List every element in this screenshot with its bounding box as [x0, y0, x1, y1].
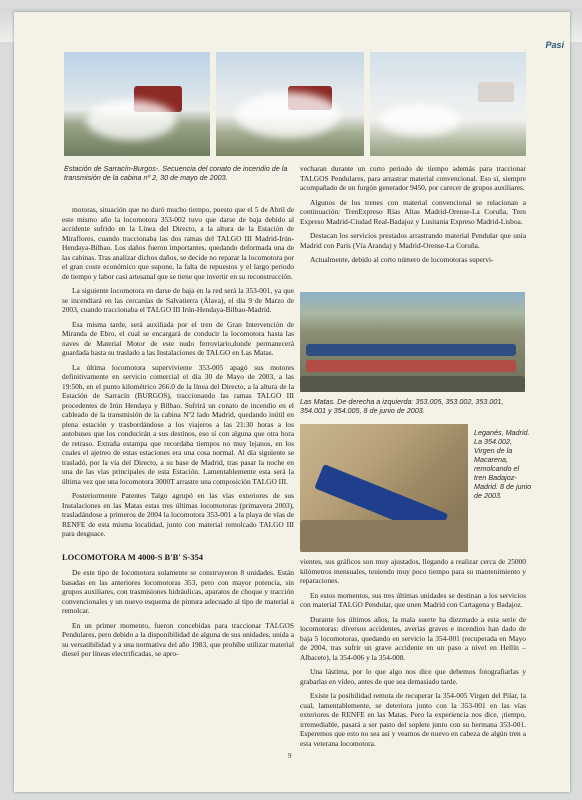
photo-smoke-sequence-2: [216, 52, 364, 156]
paragraph: motoras, situación que no duró mucho tiempo, puesto que el 5 de Abril de este mismo año la locomotora 353-002 tuvo que darse de baja debido al accidente sufrido en la Línea del Directo, a la altura de la Estación de Miraflores, cuando traccionaba las dos ramas del TALGO III Madrid-Irún-Hendaya-Bilbao. Los daños fueron importantes, quedando deformada una de las cabinas. Tras analizar dichos daños, se decide no reparar la locomotora por el gran coste económico que supone, la falta de repuestos y el largo periodo de tiempo y labor casi artesanal que se tiene que invertir en su reconstrucción.: [62, 205, 294, 281]
paragraph: Posteriormente Patentes Talgo agrupó en las vías exteriores de sus Instalaciones en las Matas estas tres últimas locomotoras (primavera 2003), trasladándose a primeros de 2004 la locomotora 353-001 a la playa de vías de RENFE de esta misma localidad, junto con material remolcado TALGO III para desguace.: [62, 491, 294, 538]
caption-top-photos: Estación de Sarracín-Burgos-. Secuencia del conato de incendio de la transmisión de la cabina nº 2, 30 de mayo de 2003.: [64, 164, 288, 182]
page-number: 9: [288, 752, 292, 760]
smoke-cloud: [236, 92, 340, 138]
magazine-logo: Pasi: [545, 40, 564, 50]
paragraph: Algunos de los trenes con material convencional se relacionan a continuación: TrenExpreso Rías Altas Madrid-Orense-La Coruña, Tren Expreso Madrid-Ciudad Real-Badajoz y Lusitania Expreso Madrid-Lisboa.: [300, 197, 526, 226]
caption-leganes: Leganés, Madrid. La 354.002, Virgen de la Macarena, remolcando el tren Badajoz- Madrid. 8 de junio de 2003.: [474, 428, 532, 500]
track-bed: [300, 376, 525, 392]
photo-smoke-sequence-3: [370, 52, 526, 156]
paragraph: Destacan los servicios prestados arrastrando material Pendular que unía Madrid con París (Vía Aranda) y Madrid-Orense-La Coruña.: [300, 231, 526, 250]
photo-leganes: [300, 424, 468, 552]
text-column-right-bottom: [300, 557, 526, 753]
text-column-right-top: [300, 164, 526, 270]
paragraph: De este tipo de locomotora solamente se construyeron 8 unidades. Están basadas en las anteriores locomotoras 353, pero con mayor potencia, sin grupos auxiliares, con trasmisiones hidráulicas, aparatos de choque y tracción convencionales y un nuevo esquema de pintura adecuado al tipo de material a remolcar.: [62, 568, 294, 615]
smoke-cloud: [86, 100, 176, 140]
paragraph: Durante los últimos años, la mala suerte ha diezmado a esta serie de locomotoras: diversos accidentes, averías graves e incendios han dado de baja 5 locomotoras, quedando en servicio la 354-001 (recuperada en Mayo de 2004, tras sufrir un grave accidente en un paso a nivel en Hellín – Albacete), la 354-006 y la 354-008.: [300, 614, 526, 662]
section-heading: LOCOMOTORA M 4000-S B'B' S-354: [62, 551, 204, 562]
house-shape: [478, 82, 514, 102]
train-row-2: [306, 360, 516, 372]
paragraph: vecharan durante un corto periodo de tiempo además para traccionar TALGOS Pendulares, para arrastrar material convencional. Eso sí, siempre acompañado de un furgón generador 9450, por carecer de grupos auxiliares.: [300, 164, 526, 192]
paragraph: Actualmente, debido al corto número de locomotoras supervi-: [310, 255, 494, 264]
paragraph: En estos momentos, sus tres últimas unidades se destinan a los servicios con material TALGO Pendular, que unen Madrid con Cartagena y Badajoz.: [300, 590, 526, 609]
text-column-left: [62, 205, 294, 664]
paragraph: Esa misma tarde, será auxiliada por el tren de Gran Intervención de Miranda de Ebro, el cual se encargará de conducir la locomotora hasta las naves de Material Motor de este nudo ferroviario,donde permanecerá guardada hasta su traslado a las Instalaciones de TALGO en Las Matas.: [62, 319, 294, 357]
paragraph: vientes, sus gráficos son muy ajustados, llegando a realizar cerca de 25000 kilómetros mensuales, teniendo muy poco tiempo para su mantenimiento y reparaciones.: [300, 557, 526, 585]
photo-smoke-sequence-1: [64, 52, 210, 156]
paragraph: En un primer momento, fueron concebidas para traccionar TALGOS Pendulares, pero debido a la disponibilidad de alguna de sus unidades, unida a su versatibilidad y a una normativa del año 1983, que prohíbe utilizar material diesel por líneas electrificadas, se apro-: [62, 620, 294, 658]
train-row-1: [306, 344, 516, 356]
paragraph: La última locomotora superviviente 353-005 apagó sus motores definitivamente en servicio comercial el día 30 de Mayo de 2003, a las 19:50h, en el punto kilométrico 266.0 de la línea del Directo, a la altura de la Estación de Sarracín (BURGOS), traccionando las ramas TALGO III procedentes de Irún Hendaya y Bilbao. Sufrirá un conato de incendio en el cableado de la transmisión de la cabina Nº2 lado Madrid, quedando inútil en plena estación y trasbordándose a los viajeros a las 21:30 horas a los autobuses que los conducirán a sus destinos, eso sí con alguna que otra hora de retraso. Extraña estampa que recordaba tiempos no muy lejanos, en los cuales el ajetreo de estas estaciones era una cosa normal. Al día siguiente se trasladó, por la vía del Directo, a su base de Madrid, tras pasar la noche en una de las vías principales de esta Estación. Lamentablemente esta será la última vez que una locomotora 3000T arrastre una composición TALGO III.: [62, 362, 294, 486]
caption-las-matas: Las Matas. De derecha a izquierda: 353.005, 353.002, 353.001, 354.001 y 354.005, 8 de junio de 2003.: [300, 397, 504, 415]
photo-las-matas: [300, 292, 525, 392]
paragraph: Una lástima, por lo que algo nos dice que debemos fotografiarlas y grabarlas en vídeo, antes de que sea demasiado tarde.: [300, 667, 526, 686]
paragraph: La siguiente locomotora en darse de baja en la red será la 353-001, ya que se incendiará en las cercanías de Salvatierra (Álava), el día 9 de Marzo de 2003, cuando traccionaba el TALGO III Irún-Hendaya-Bilbao-Madrid.: [62, 286, 294, 314]
embankment: [300, 520, 468, 552]
smoke-cloud: [380, 104, 460, 136]
paragraph: Existe la posibilidad remota de recuperar la 354-005 Virgen del Pilar, la cual, lamentablemente, se deteriora junto con la 353-001 en las vías exteriores de RENFE en las Matas. Pero la experiencia nos dice, ¡tiempo, irremediable, pasará a ser pasto del soplete junto con su hermana 353-001. Esperemos que esto no sea así y veamos de nuevo en cabeza de algún tren a esta veterana locomotora.: [300, 691, 526, 748]
